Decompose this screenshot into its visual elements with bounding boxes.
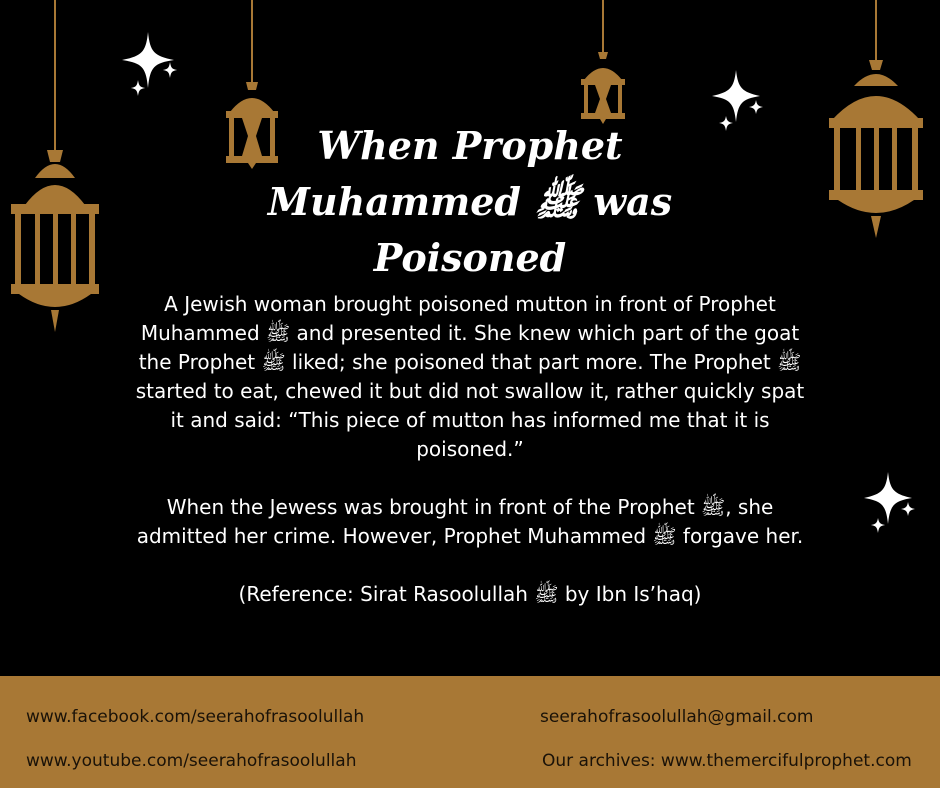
- title-line: When Prophet: [317, 123, 623, 168]
- footer-band: [0, 676, 940, 788]
- lantern-icon: [578, 0, 628, 125]
- facebook-link[interactable]: www.facebook.com/seerahofrasoolullah: [26, 707, 365, 727]
- youtube-link[interactable]: www.youtube.com/seerahofrasoolullah: [26, 751, 357, 771]
- reference-text: (Reference: Sirat Rasoolullah ﷺ by Ibn Is’haq): [238, 582, 702, 606]
- lantern-icon: [826, 0, 926, 245]
- title-line: Poisoned: [373, 235, 567, 280]
- lantern-icon: [5, 0, 105, 340]
- email-link[interactable]: seerahofrasoolullah@gmail.com: [540, 707, 814, 727]
- story-paragraph: A Jewish woman brought poisoned mutton in front of Prophet Muhammed ﷺ and presented it. She knew which part of the goat the Prophet ﷺ liked; she poisoned that part more. The Prophet ﷺ started to eat, chewed it but did not swallow it, rather quickly spat it and said: “This piece of mutton has informed me that it is poisoned.”: [135, 292, 805, 461]
- page-title: [200, 118, 740, 286]
- sparkle-icon: [860, 470, 918, 538]
- story-text: [128, 290, 812, 609]
- sparkle-icon: [118, 30, 180, 102]
- archives-link[interactable]: Our archives: www.themercifulprophet.com: [542, 751, 912, 771]
- title-line: Muhammed ﷺ was: [267, 179, 673, 224]
- story-paragraph: When the Jewess was brought in front of the Prophet ﷺ, she admitted her crime. However, Prophet Muhammed ﷺ forgave her.: [136, 495, 804, 548]
